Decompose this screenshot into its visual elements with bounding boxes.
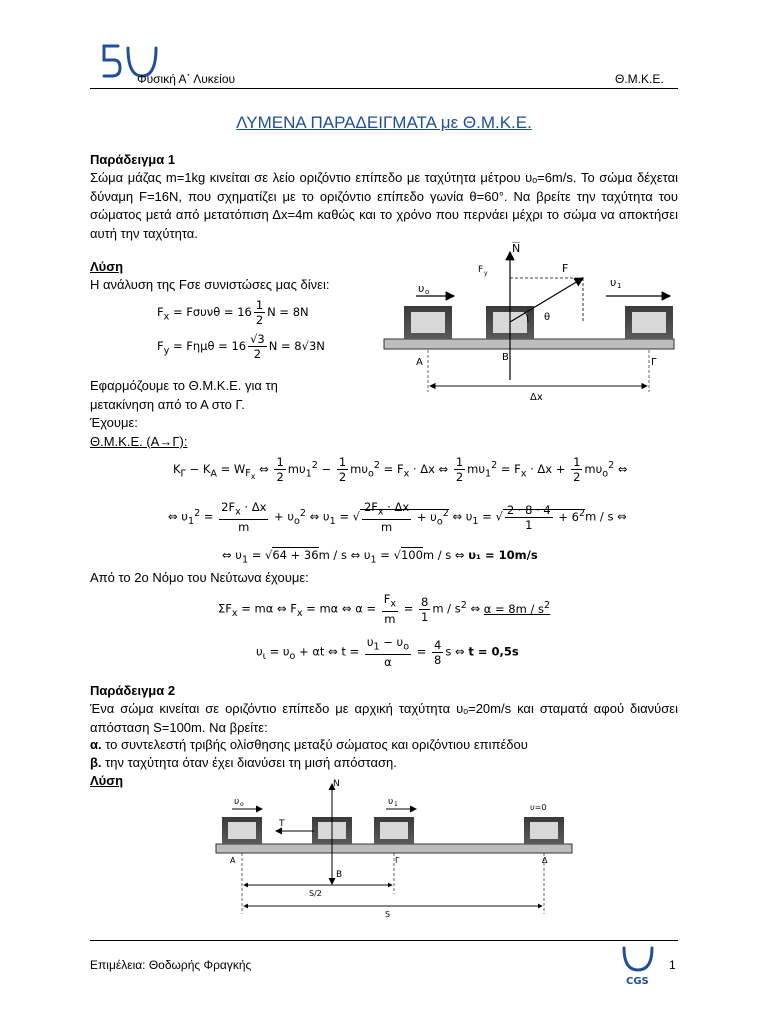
svg-text:o: o (240, 801, 244, 808)
equation-fx: $F_x = F\sigma\upsilon\nu\theta = 16$ $\frac{1}{2}$ N = 8N (157, 298, 309, 327)
footer-divider (90, 940, 678, 941)
example2-text: Ένα σώμα κινείται σε οριζόντιο επίπεδο με αρχική ταχύτητα υₒ=20m/s και σταματά αφού διανύσει απόσταση S=100m. Να βρείτε: (90, 701, 678, 735)
example1-figure (378, 242, 680, 404)
fig2-label-t: T (279, 819, 285, 829)
example2-solution-label: Λύση (90, 773, 124, 788)
example2-item-a (90, 737, 528, 752)
label-g: Γ (651, 357, 657, 368)
label-theta: θ (544, 312, 551, 323)
page-number: 1 (669, 958, 676, 972)
apply-text-line2: μετακίνηση από το Α στο Γ. (90, 397, 245, 412)
fig2-label-b: B (336, 870, 343, 880)
svg-text:o: o (425, 288, 430, 296)
example1-text: Σώμα μάζας m=1kg κινείται σε λείο οριζόντιο επίπεδο με ταχύτητα μέτρου υₒ=6m/s. Το σώμα δέχεται δύναμη F=16N, που σχηματίζει με το οριζόντιο επίπεδο γωνία θ=60°. Να βρείτε την ταχύτητα του σώματος μετά από μετατόπιση Δx=4m καθώς και το χρόνο που περνάει μέχρι το σώμα να αποκτήσει αυτή την ταχύτητα. (90, 170, 678, 241)
example2-item-b (90, 755, 397, 770)
equation-wket-2: ⇔ $\upsilon_1^2$ = $\frac{2F_x \cdot \Delta x}{m}$ + $\upsilon_o^2$ ⇔ $\upsilon_1$ = √ $\frac{2F_x \cdot \Delta x}{m}$ + $\upsilon_o^2$ ⇔ $\upsilon_1$ = √ $\frac{2 \cdot 8 \cdot 4}{1}$ + $6^2m$ / s ⇔ (168, 500, 627, 535)
wket-label: Θ.Μ.Κ.Ε. (Α→Γ): (90, 434, 188, 449)
fig2-label-vo: υ (234, 797, 240, 807)
apply-text-line1: Εφαρμόζουμε το Θ.Μ.Κ.Ε. για τη (90, 378, 278, 393)
page-title: ΛΥΜΕΝΑ ΠΑΡΑΔΕΙΓΜΑΤΑ με Θ.Μ.Κ.Ε. (236, 113, 532, 132)
fig2-label-d: Δ (542, 856, 548, 865)
fig2-label-v1: υ (388, 797, 394, 807)
item-a-letter: α. (90, 737, 102, 752)
svg-text:y: y (484, 270, 488, 277)
example2-figure (212, 776, 576, 922)
label-dx: Δx (530, 392, 543, 403)
header-right-title: Θ.Μ.Κ.Ε. (615, 72, 664, 86)
footer-author: Επιμέλεια: Θοδωρής Φραγκής (90, 958, 252, 972)
example1-analysis-text: Η ανάλυση της Fσε συνιστώσες μας δίνει: (90, 277, 330, 292)
header-subject: Φυσική Α΄ Λυκείου (137, 72, 236, 86)
footer-logo-text: CGS (626, 976, 649, 987)
header-divider (90, 88, 678, 89)
fig2-label-v0: υ=0 (530, 803, 547, 812)
result-time: t = 0,5s (468, 644, 519, 659)
item-b-text: την ταχύτητα όταν έχει διανύσει τη μισή απόσταση. (105, 755, 397, 770)
fig2-label-s2: S/2 (309, 889, 322, 898)
fig2-label-s: S (385, 910, 391, 919)
block-c (625, 306, 673, 339)
label-fy: F (478, 265, 484, 275)
block-2d (524, 817, 564, 844)
item-b-letter: β. (90, 755, 102, 770)
newton-text: Από το 2ο Νόμο του Νεύτωνα έχουμε: (90, 570, 309, 585)
label-n: N (512, 242, 521, 255)
fig2-label-a: Α (230, 856, 236, 865)
label-f: F (562, 262, 569, 275)
fig2-label-n: N (333, 779, 340, 789)
equation-fy: $F_y = F\eta\mu\theta = 16$ $\frac{√3}{2}$ N = 8√3N (157, 332, 325, 361)
block-2a (222, 817, 262, 844)
we-have-text: Έχουμε: (90, 415, 138, 430)
label-vo: υ (418, 282, 425, 295)
result-velocity: υ₁ = 10m/s (468, 548, 538, 562)
equation-wket-1: $K_\Gamma - K_A = W_{F_x}$ ⇔ $\frac{1}{2}$ $m\upsilon_1^2$ − $\frac{1}{2}$ $m\upsilon_o^2 = F_x \cdot \Delta x$ ⇔ $\frac{1}{2}$ $m\upsilon_1^2 = F_x \cdot \Delta x$ + $\frac{1}{2}$ $m\upsilon_o^2$ ⇔ (173, 455, 628, 484)
example2-heading: Παράδειγμα 2 (90, 683, 176, 698)
example1-heading: Παράδειγμα 1 (90, 152, 176, 167)
fig2-label-g: Γ (395, 856, 400, 865)
label-v1: υ (610, 276, 617, 289)
equation-time: $\upsilon_\iota = \upsilon_o + \alpha t$ ⇔ t = $\frac{\upsilon_1 - \upsilon_o}{\alpha}$ = $\frac{4}{8}$ s ⇔ t = 0,5s (256, 635, 519, 670)
item-a-text: το συντελεστή τριβής ολίσθησης μεταξύ σώματος και οριζόντιου επιπέδου (105, 737, 528, 752)
example1-solution-label: Λύση (90, 259, 124, 274)
equation-wket-3: ⇔ $\upsilon_1 = √64 + 36m / s$ ⇔ $\upsilon_1 = √100m / s$ ⇔ υ₁ = 10m/s (222, 548, 538, 566)
label-a: Α (416, 357, 423, 368)
block-2c (374, 817, 414, 844)
equation-newton: $\Sigma F_x = m\alpha$ ⇔ $F_x = m\alpha$ ⇔ α = $\frac{F_x}{m}$ = $\frac{8}{1}$ m / $s^2$ ⇔ $\alpha = 8m / s^2$ (218, 592, 551, 627)
svg-text:1: 1 (394, 801, 398, 808)
svg-text:1: 1 (617, 282, 622, 290)
block-a (404, 306, 452, 339)
footer-logo (618, 944, 658, 988)
label-b: Β (502, 352, 509, 363)
